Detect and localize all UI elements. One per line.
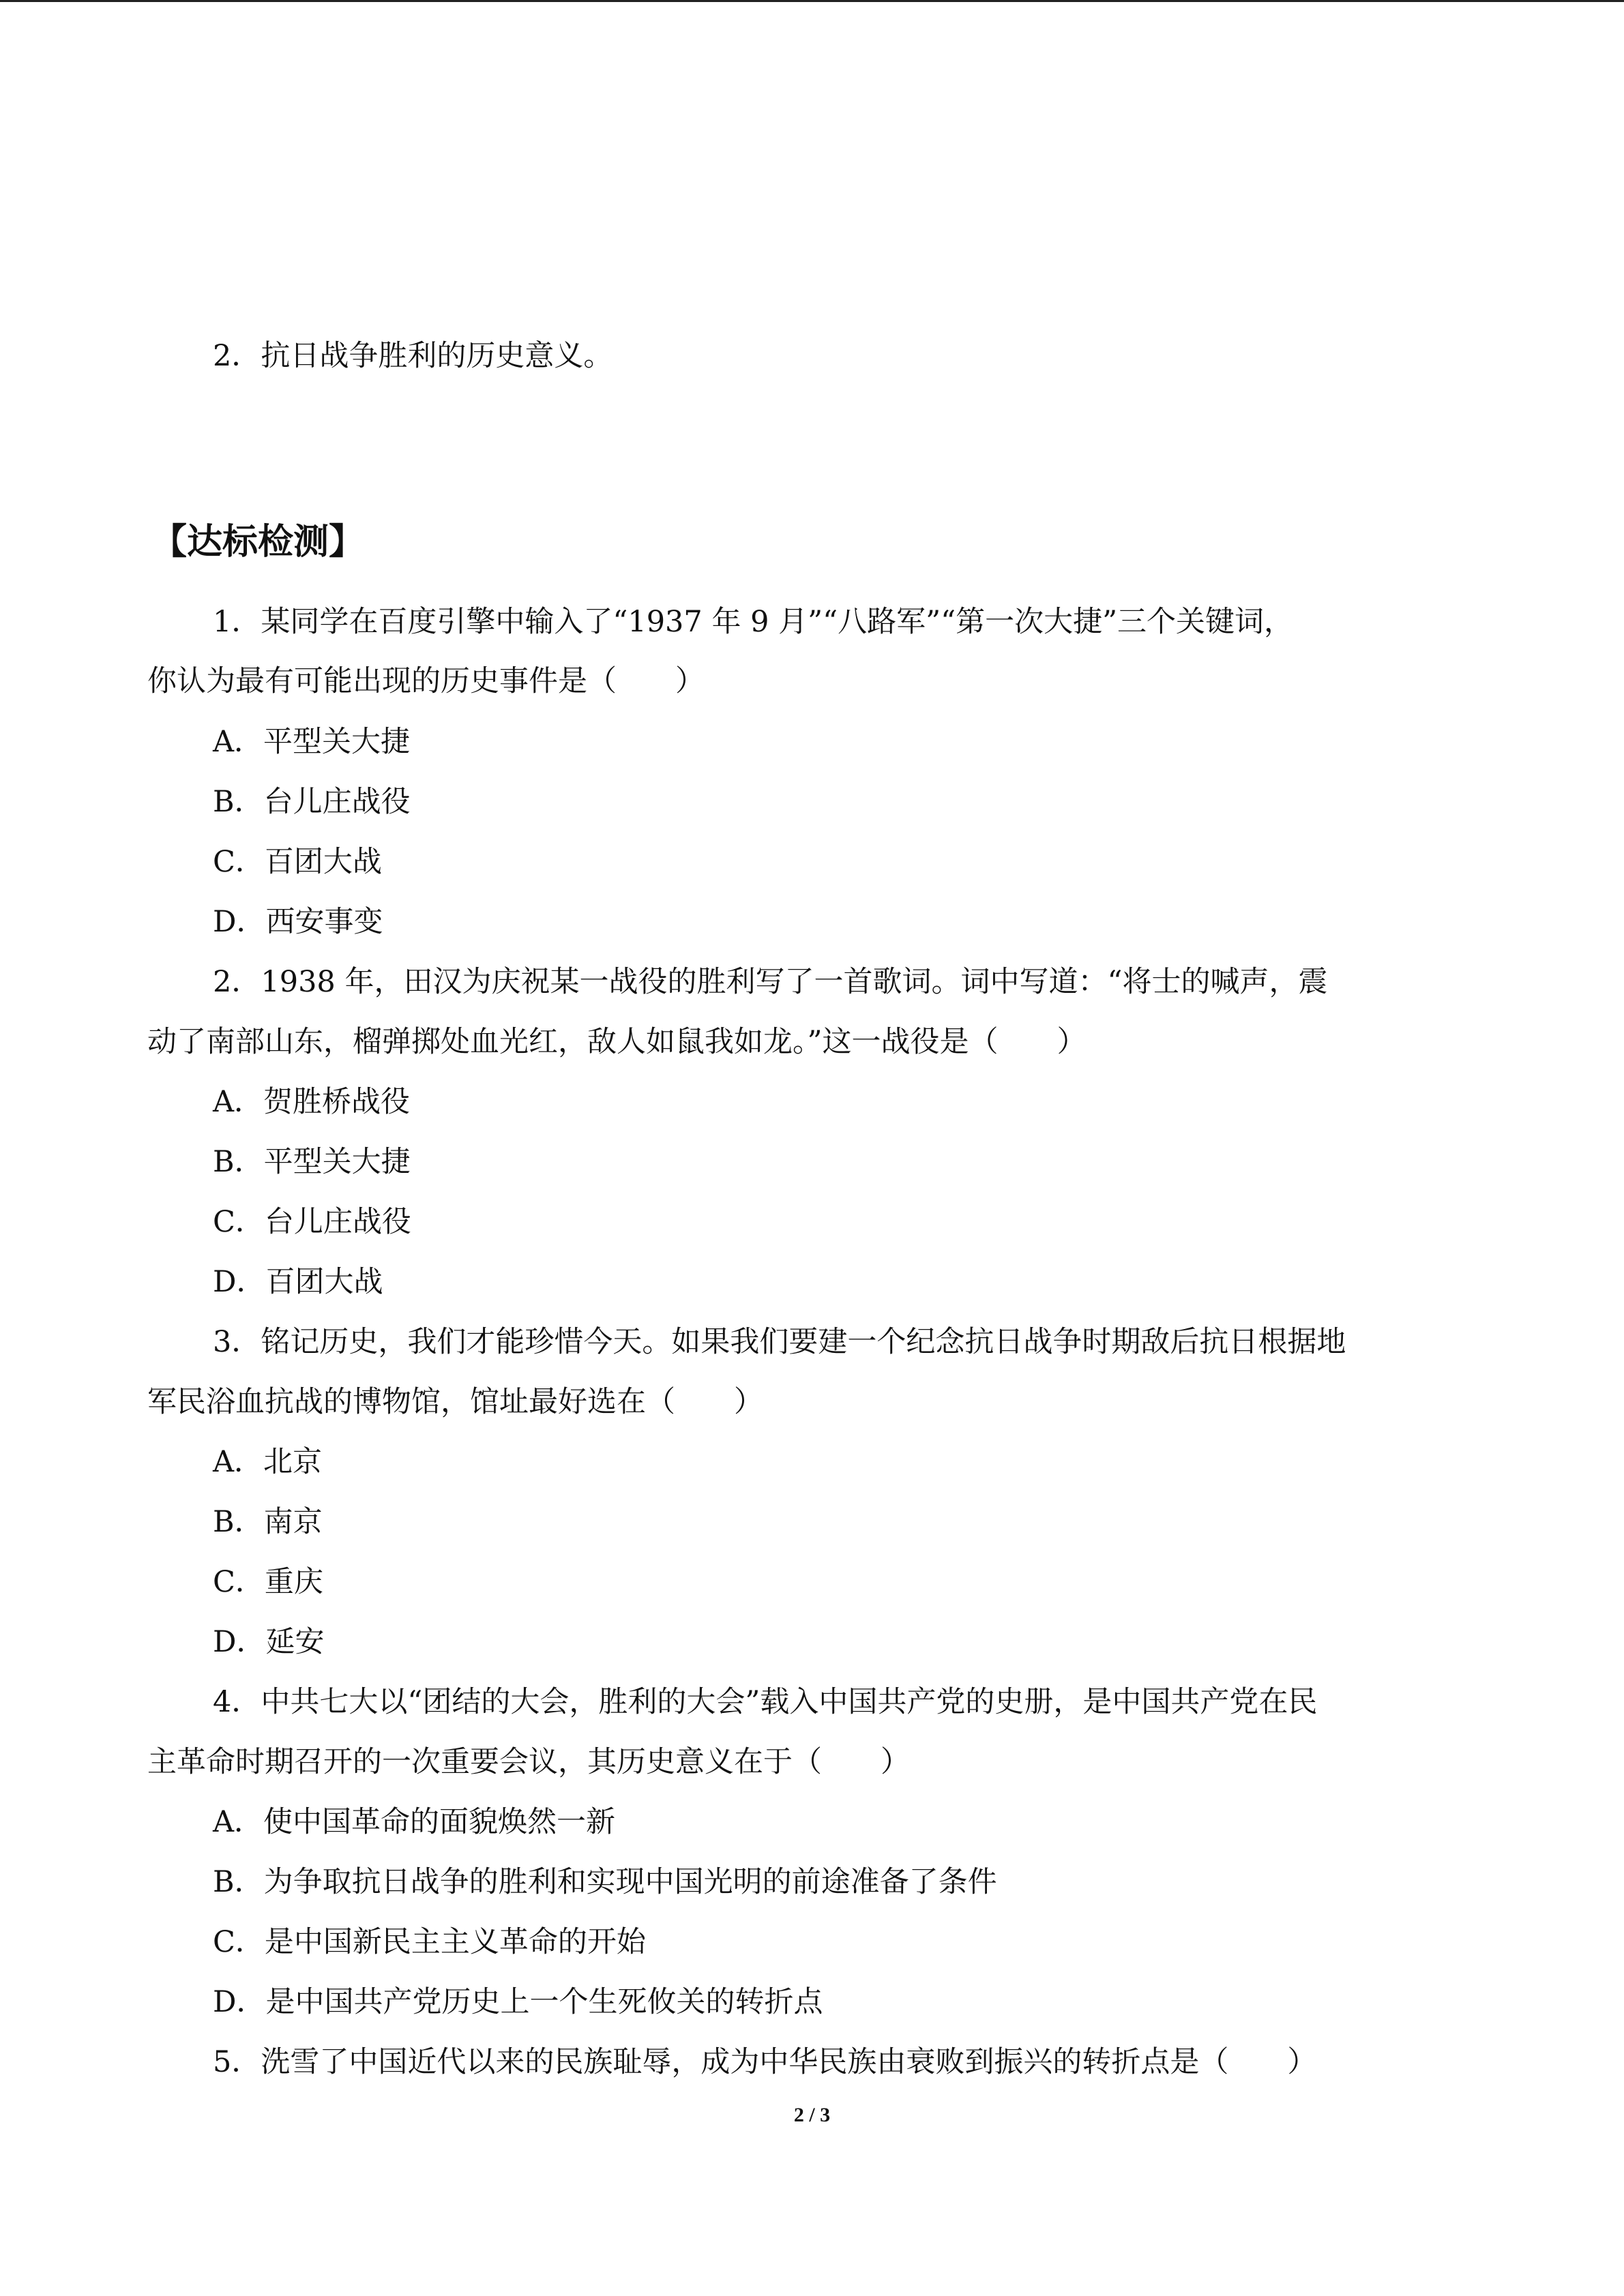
question-4-option-b: B．为争取抗日战争的胜利和实现中国光明的前途准备了条件: [213, 1865, 997, 1899]
question-4-option-a: A．使中国革命的面貌焕然一新: [213, 1805, 616, 1839]
question-4-line-1: 4．中共七大以“团结的大会，胜利的大会”载入中国共产党的史册，是中国共产党在民: [213, 1685, 1318, 1719]
question-2-option-d: D．百团大战: [213, 1265, 383, 1299]
question-1-line-2: 你认为最有可能出现的历史事件是（ ）: [147, 664, 705, 698]
question-4-line-2: 主革命时期召开的一次重要会议，其历史意义在于（ ）: [147, 1745, 910, 1779]
question-1-option-c: C．百团大战: [213, 845, 382, 879]
question-3-option-d: D．延安: [213, 1625, 325, 1659]
question-1-option-b: B．台儿庄战役: [213, 785, 411, 819]
question-2-option-c: C．台儿庄战役: [213, 1205, 411, 1239]
question-2-line-1: 2．1938 年，田汉为庆祝某一战役的胜利写了一首歌词。词中写道：“将士的喊声，震: [213, 965, 1328, 999]
question-4-option-d: D．是中国共产党历史上一个生死攸关的转折点: [213, 1985, 823, 2019]
section-heading: 【达标检测】: [151, 522, 365, 563]
question-3-line-2: 军民浴血抗战的博物馆，馆址最好选在（ ）: [147, 1385, 763, 1419]
intro-question-2: 2．抗日战争胜利的历史意义。: [213, 339, 613, 373]
question-1-option-a: A．平型关大捷: [213, 725, 411, 759]
question-3-option-a: A．北京: [213, 1445, 323, 1479]
question-2-option-a: A．贺胜桥战役: [213, 1085, 411, 1119]
question-1-line-1: 1．某同学在百度引擎中输入了“1937 年 9 月”“八路军”“第一次大捷”三个关键词，: [213, 605, 1294, 639]
question-3-option-c: C．重庆: [213, 1565, 323, 1599]
question-3-option-b: B．南京: [213, 1505, 323, 1539]
question-4-option-c: C．是中国新民主主义革命的开始: [213, 1925, 646, 1959]
question-5-line-1: 5．洗雪了中国近代以来的民族耻辱，成为中华民族由衰败到振兴的转折点是（ ）: [213, 2045, 1317, 2079]
question-2-line-2: 动了南部山东，榴弹掷处血光红，敌人如鼠我如龙。”这一战役是（ ）: [147, 1025, 1087, 1059]
question-1-option-d: D．西安事变: [213, 905, 383, 939]
page-number: 2 / 3: [793, 2104, 831, 2126]
question-3-line-1: 3．铭记历史，我们才能珍惜今天。如果我们要建一个纪念抗日战争时期敌后抗日根据地: [213, 1325, 1346, 1359]
question-2-option-b: B．平型关大捷: [213, 1145, 411, 1179]
